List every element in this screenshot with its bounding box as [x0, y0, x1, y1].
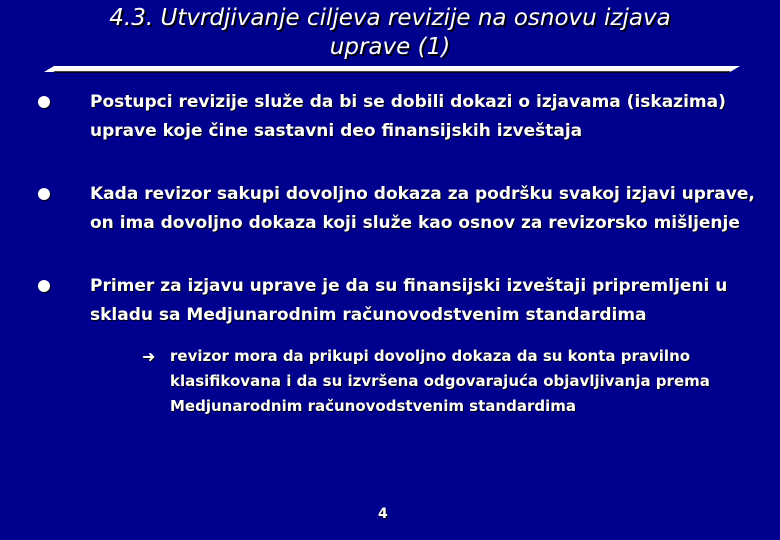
slide-title-line-1: 4.3. Utvrdjivanje ciljeva revizije na osnovu izjava	[109, 5, 671, 31]
title-underline	[44, 64, 740, 74]
filled-circle-icon	[38, 96, 50, 108]
bullet-text: Postupci revizije služe da bi se dobili dokazi o izjavama (iskazima) uprave koje čine sastavni deo finansijskih izveštaja	[90, 92, 726, 141]
page-number: 4	[378, 506, 388, 522]
filled-circle-icon	[38, 188, 50, 200]
slide-title	[0, 4, 780, 62]
bullet-text: Primer za izjavu uprave je da su finansijski izveštaji pripremljeni u skladu sa Medjunarodnim računovodstvenim standardima	[90, 276, 728, 325]
bullet-text: Kada revizor sakupi dovoljno dokaza za podršku svakoj izjavi uprave, on ima dovoljno dokaza koji služe kao osnov za revizorsko mišljenje	[90, 184, 755, 233]
bullet-item	[38, 88, 758, 146]
bullet-item	[38, 272, 758, 419]
right-arrow-icon: ➜	[142, 347, 156, 366]
sub-bullet-text: revizor mora da prikupi dovoljno dokaza da su konta pravilno klasifikovana i da su izvršena odgovarajuća objavljivanja prema Medjunarodnim računovodstvenim standardima	[170, 347, 710, 415]
sub-bullet-item	[142, 344, 758, 419]
bullet-list	[38, 88, 758, 419]
slide-title-line-2: uprave (1)	[329, 34, 451, 60]
filled-circle-icon	[38, 280, 50, 292]
bullet-item	[38, 180, 758, 238]
